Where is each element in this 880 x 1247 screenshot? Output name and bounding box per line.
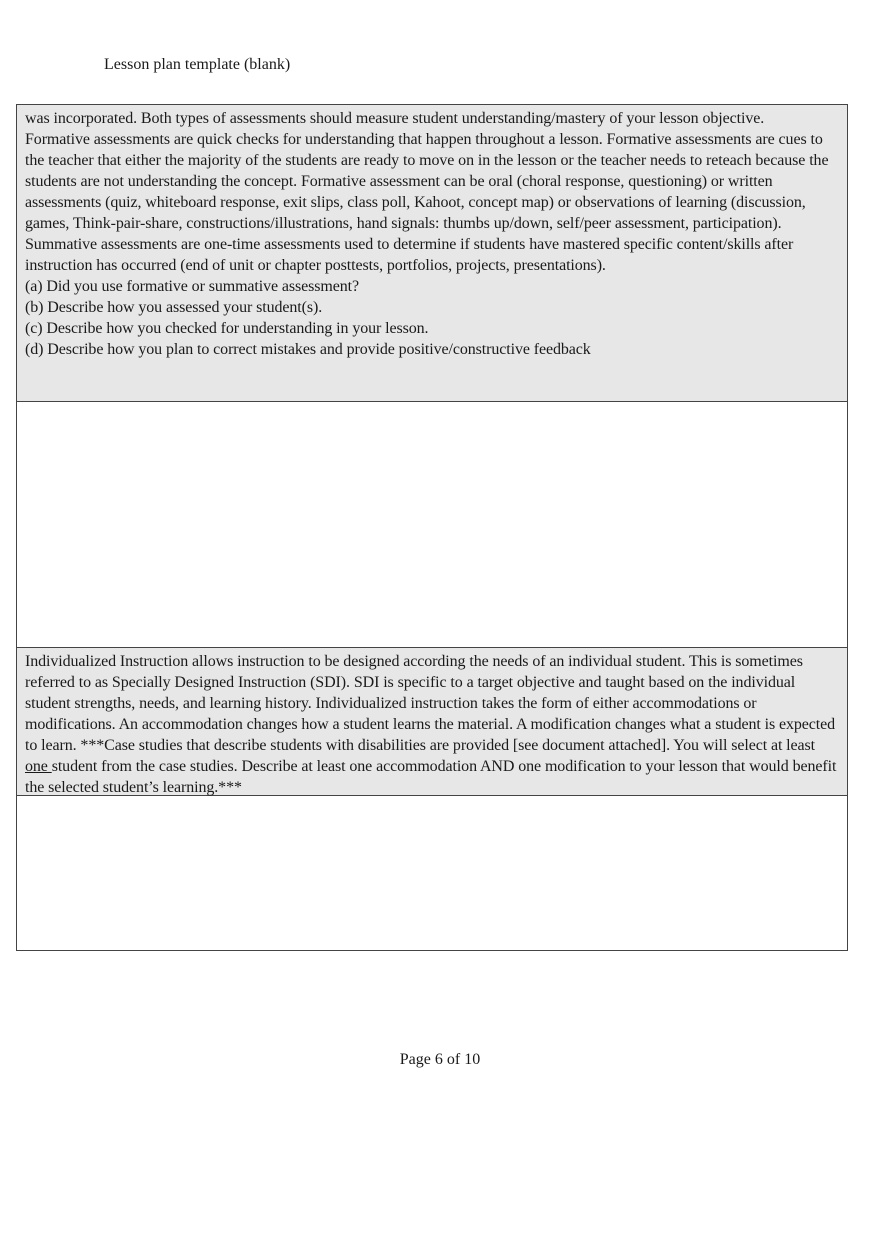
lesson-plan-table bbox=[16, 104, 848, 951]
formative-paragraph: Formative assessments are quick checks for understanding that happen throughout a lesson. Formative assessments are cues to the teacher that either the majority of the students are ready to move on in the lesson or the teacher needs to reteach because the students are not understanding the concept. Formative assessment can be oral (choral response, questioning) or written assessments (quiz, whiteboard response, exit slips, class poll, Kahoot, concept map) or observations of learning (discussion, games, Think-pair-share, constructions/illustrations, hand signals: thumbs up/down, self/peer assessment, participation). bbox=[25, 131, 829, 232]
individualized-paragraph bbox=[25, 651, 839, 798]
individualized-instruction-text bbox=[17, 648, 847, 799]
page-number: Page 6 of 10 bbox=[399, 1051, 481, 1068]
individualized-answer-cell[interactable] bbox=[17, 795, 847, 950]
individualized-text-before: Individualized Instruction allows instruction to be designed according the needs of an individual student. This is sometimes referred to as Specially Designed Instruction (SDI). SDI is specific to a target objective and taught based on the individual student strengths, needs, and learning history. Individualized instruction takes the form of either accommodations or modifications. An accommodation changes how a student learns the material. A modification changes what a student is expected to learn. ***Case studies that describe students with disabilities are provided [see document attached]. You will select at least bbox=[25, 653, 836, 754]
assessment-intro-paragraph: was incorporated. Both types of assessments should measure student understanding/mastery of your lesson objective. bbox=[25, 110, 765, 127]
question-d: (d) Describe how you plan to correct mistakes and provide positive/constructive feedback bbox=[25, 341, 591, 358]
question-b: (b) Describe how you assessed your student(s). bbox=[25, 299, 323, 316]
individualized-instruction-cell bbox=[17, 647, 847, 795]
individualized-text-after: student from the case studies. Describe at least one accommodation AND one modification to your lesson that would benefit the selected student’s learning.*** bbox=[25, 758, 837, 796]
question-a: (a) Did you use formative or summative assessment? bbox=[25, 278, 360, 295]
assessment-answer-cell[interactable] bbox=[17, 401, 847, 647]
individualized-underlined-word: one bbox=[25, 758, 52, 775]
question-c: (c) Describe how you checked for understanding in your lesson. bbox=[25, 320, 429, 337]
assessment-instructions-cell bbox=[17, 105, 847, 401]
summative-paragraph: Summative assessments are one-time assessments used to determine if students have mastered specific content/skills after instruction has occurred (end of unit or chapter posttests, portfolios, projects, presentations). bbox=[25, 236, 794, 274]
assessment-instructions-text bbox=[17, 105, 847, 361]
document-header: Lesson plan template (blank) bbox=[104, 56, 291, 73]
